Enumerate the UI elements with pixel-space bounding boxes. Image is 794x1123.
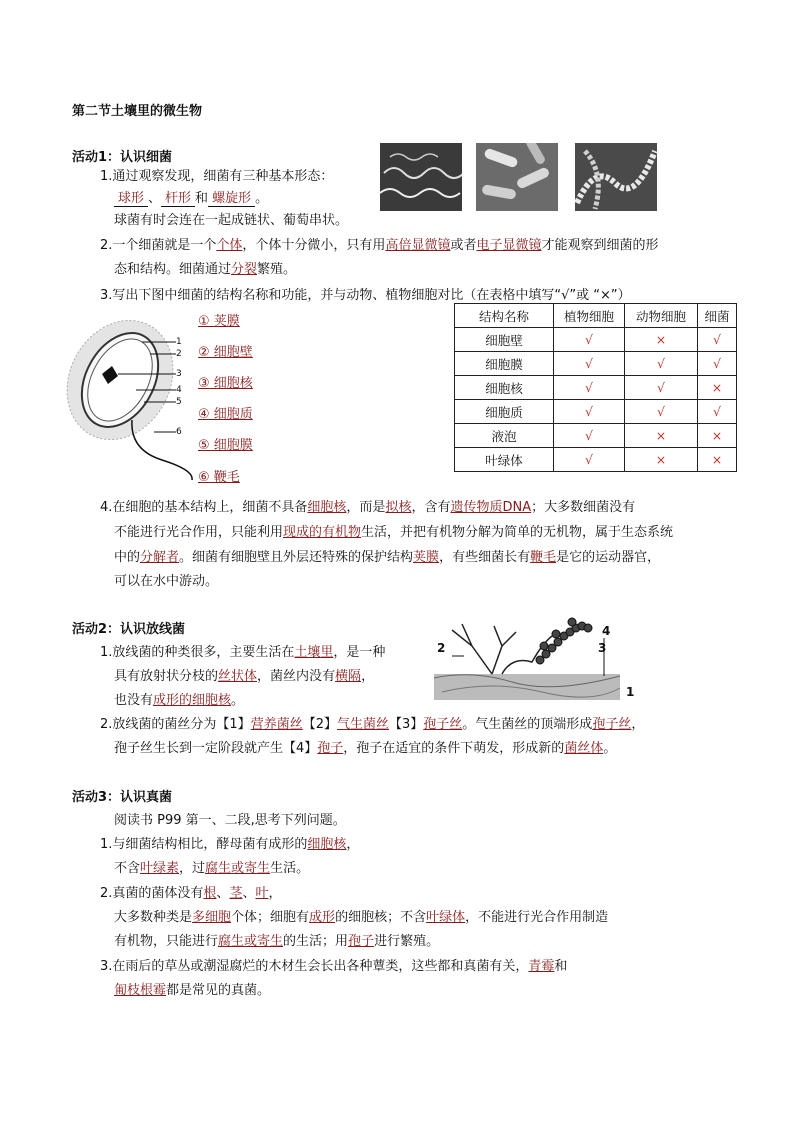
- answer-vegetative-hyphae: 营养菌丝: [250, 717, 303, 732]
- spirillum-photo: [380, 143, 462, 211]
- activity3-heading: 活动3：认识真菌: [72, 790, 173, 805]
- a1-q4-line3: 中的分解者。细菌有细胞壁且外层还特殊的保护结构荚膜，有些细菌长有鞭毛是它的运动器官，: [114, 550, 661, 565]
- label-cytoplasm: ④ 细胞质: [198, 407, 253, 422]
- a1-q4-line2: 不能进行光合作用，只能利用现成的有机物生活，并把有机物分解为简单的无机物，属于生态系统: [114, 525, 674, 540]
- answer-leaf: 叶: [255, 886, 269, 901]
- answer-capsule: 荚膜: [413, 550, 440, 565]
- a2-q2-line2: 孢子丝生长到一定阶段就产生【4】孢子，孢子在适宜的条件下萌发，形成新的菌丝体。: [114, 741, 617, 756]
- answer-mycelium: 菌丝体: [564, 741, 604, 756]
- a2-q1-line2: 具有放射状分枝的丝状体，菌丝内没有横隔，: [114, 669, 375, 684]
- a3-q3-line2: 匍枝根霉都是常见的真菌。: [114, 983, 271, 998]
- answer-shape1: 球形: [118, 191, 145, 206]
- answer-chlorophyll: 叶绿素: [140, 861, 180, 876]
- answer-formed: 成形: [309, 910, 336, 925]
- a3-q1-line2: 不含叶绿素，过腐生或寄生生活。: [114, 861, 310, 876]
- a2-q1-line1: 1.放线菌的种类很多，主要生活在土壤里，是一种: [100, 645, 386, 660]
- table-cell: √: [554, 376, 625, 400]
- answer-spore-hyphae: 孢子丝: [423, 717, 463, 732]
- actino-num-3: 3: [598, 641, 607, 655]
- a2-q2-line1: 2.放线菌的菌丝分为【1】营养菌丝【2】气生菌丝【3】孢子丝。气生菌丝的顶端形成孢子丝，: [100, 717, 645, 732]
- answer-spore-2: 孢子: [348, 934, 375, 949]
- table-cell: √: [698, 400, 737, 424]
- a1-q2-line1: 2.一个细菌就是一个个体，个体十分微小，只有用高倍显微镜或者电子显微镜才能观察到细菌的形: [100, 238, 659, 253]
- table-header: 植物细胞: [554, 304, 625, 328]
- answer-chloroplast: 叶绿体: [426, 910, 466, 925]
- answer-division: 分裂: [231, 262, 258, 277]
- activity2-heading: 活动2：认识放线菌: [72, 622, 186, 637]
- a1-q4-line4: 可以在水中游动。: [114, 574, 219, 589]
- a1-q2-line2: 态和结构。细菌通过分裂繁殖。: [114, 262, 297, 277]
- table-cell: ×: [625, 448, 698, 472]
- label-cell-wall: ② 细胞壁: [198, 345, 253, 360]
- diagram-num-5: 5: [176, 397, 182, 407]
- answer-individual: 个体: [216, 238, 243, 253]
- answer-hp-microscope: 高倍显微镜: [385, 238, 451, 253]
- actino-num-1: 1: [626, 685, 635, 699]
- answer-nucleoid: 拟核: [385, 500, 412, 515]
- table-cell: ×: [625, 328, 698, 352]
- table-header-row: [455, 304, 737, 328]
- answer-shape2: 杆形: [165, 191, 192, 206]
- table-cell: 细胞膜: [455, 352, 554, 376]
- answer-nucleus-formed: 成形的细胞核: [153, 693, 232, 708]
- a1-q4-line1: 4.在细胞的基本结构上，细菌不具备细胞核，而是拟核，含有遗传物质DNA；大多数细菌没有: [100, 500, 636, 515]
- cell-comparison-table: [454, 303, 737, 472]
- actinomycete-diagram: [432, 616, 622, 702]
- answer-saprophytic: 腐生或寄生: [205, 861, 271, 876]
- table-cell: √: [698, 352, 737, 376]
- answer-decomposer: 分解者: [140, 550, 180, 565]
- table-cell: √: [625, 352, 698, 376]
- table-cell: √: [554, 400, 625, 424]
- table-cell: 细胞质: [455, 400, 554, 424]
- a3-q1-line1: 1.与细菌结构相比，酵母菌有成形的细胞核，: [100, 837, 360, 852]
- page-title: 第二节土壤里的微生物: [72, 104, 203, 119]
- table-row: [455, 352, 737, 376]
- answer-filament: 丝状体: [218, 669, 258, 684]
- answer-spore: 孢子: [317, 741, 344, 756]
- table-cell: √: [625, 400, 698, 424]
- table-row: [455, 424, 737, 448]
- table-cell: ×: [698, 424, 737, 448]
- answer-penicillium: 青霉: [528, 959, 555, 974]
- table-row: [455, 400, 737, 424]
- answer-spore-hyphae-2: 孢子丝: [592, 717, 632, 732]
- a3-q2-line2: 大多数种类是多细胞个体；细胞有成形的细胞核；不含叶绿体，不能进行光合作用制造: [114, 910, 609, 925]
- answer-dna: 遗传物质DNA: [450, 500, 532, 515]
- table-row: [455, 328, 737, 352]
- coccus-chain-photo: [575, 143, 657, 211]
- answer-organic: 现成的有机物: [283, 525, 362, 540]
- a3-intro: 阅读书 P99 第一、二段,思考下列问题。: [114, 813, 346, 828]
- diagram-num-4: 4: [176, 385, 182, 395]
- table-cell: 细胞壁: [455, 328, 554, 352]
- diagram-num-3: 3: [176, 369, 182, 379]
- label-nucleus: ③ 细胞核: [198, 376, 253, 391]
- table-cell: √: [554, 328, 625, 352]
- table-row: [455, 376, 737, 400]
- a3-q3-line1: 3.在雨后的草丛或潮湿腐烂的木材生会长出各种蕈类，这些都和真菌有关，青霉和: [100, 959, 568, 974]
- a1-q1-text: 1.通过观察发现，细菌有三种基本形态：: [100, 169, 334, 184]
- answer-rhizopus: 匍枝根霉: [114, 983, 167, 998]
- a1-q3-text: 3.写出下图中细菌的结构名称和功能，并与动物、植物细胞对比（在表格中填写“√”或 “×”）: [100, 288, 631, 303]
- a2-q1-line3: 也没有成形的细胞核。: [114, 693, 245, 708]
- answer-saprophytic-2: 腐生或寄生: [218, 934, 284, 949]
- table-header: 结构名称: [455, 304, 554, 328]
- answer-shape3: 螺旋形: [212, 191, 252, 206]
- label-cell-membrane: ⑤ 细胞膜: [198, 438, 253, 453]
- answer-no-nucleus: 细胞核: [307, 500, 347, 515]
- answer-stem: 茎: [229, 886, 243, 901]
- table-cell: 细胞核: [455, 376, 554, 400]
- a3-q2-line1: 2.真菌的菌体没有根、茎、叶，: [100, 886, 282, 901]
- a1-cocci-text: 球菌有时会连在一起成链状、葡萄串状。: [114, 213, 349, 228]
- table-cell: 叶绿体: [455, 448, 554, 472]
- bacillus-photo: [476, 143, 558, 211]
- label-capsule: ① 荚膜: [198, 314, 240, 329]
- answer-aerial-hyphae: 气生菌丝: [336, 717, 389, 732]
- answer-multicellular: 多细胞: [192, 910, 232, 925]
- table-cell: √: [554, 448, 625, 472]
- label-flagellum: ⑥ 鞭毛: [198, 470, 240, 485]
- table-cell: ×: [698, 448, 737, 472]
- a1-q1-shapes: 球形 、 杆形 和 螺旋形 。: [114, 187, 268, 207]
- activity1-heading: 活动1：认识细菌: [72, 150, 173, 165]
- answer-em-microscope: 电子显微镜: [476, 238, 542, 253]
- bacterium-structure-diagram: [58, 310, 194, 488]
- answer-yeast-nucleus: 细胞核: [307, 837, 347, 852]
- table-cell: 液泡: [455, 424, 554, 448]
- a3-q2-line3: 有机物，只能进行腐生或寄生的生活；用孢子进行繁殖。: [114, 934, 440, 949]
- table-cell: √: [554, 352, 625, 376]
- diagram-num-2: 2: [176, 349, 182, 359]
- table-header: 动物细胞: [625, 304, 698, 328]
- table-cell: √: [625, 376, 698, 400]
- answer-septum: 横隔: [335, 669, 362, 684]
- actino-num-4: 4: [602, 624, 611, 638]
- table-cell: √: [554, 424, 625, 448]
- table-header: 细菌: [698, 304, 737, 328]
- table-cell: ×: [625, 424, 698, 448]
- answer-flagellum: 鞭毛: [530, 550, 557, 565]
- answer-root: 根: [203, 886, 217, 901]
- table-row: [455, 448, 737, 472]
- answer-soil: 土壤里: [294, 645, 334, 660]
- table-cell: √: [698, 328, 737, 352]
- diagram-num-1: 1: [176, 337, 182, 347]
- actino-num-2: 2: [437, 641, 446, 655]
- table-cell: ×: [698, 376, 737, 400]
- diagram-num-6: 6: [176, 427, 182, 437]
